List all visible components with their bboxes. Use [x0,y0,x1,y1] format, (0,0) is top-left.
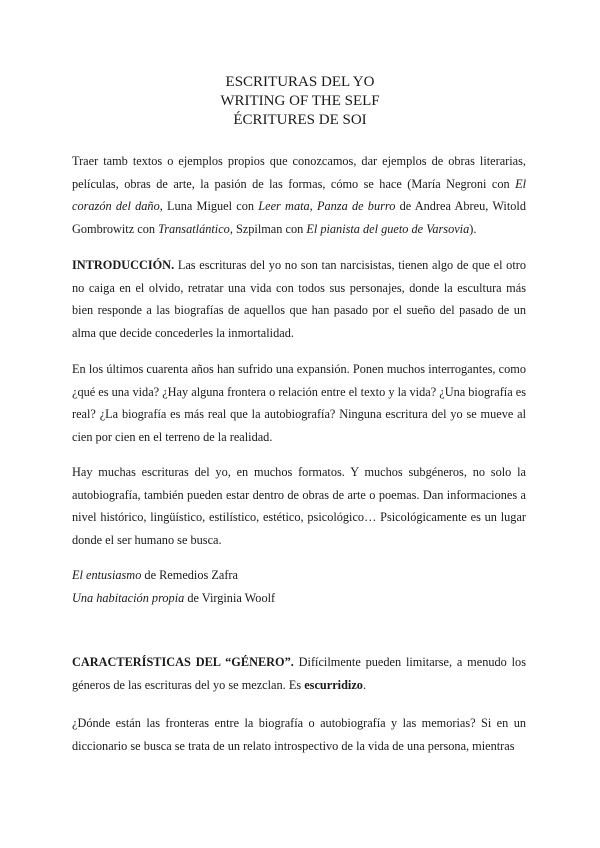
work-title: El pianista del gueto de Varsovia [306,221,470,236]
p1-text-i: , Szpilman con [229,221,307,236]
p1-text-c: , Luna Miguel con [159,199,259,213]
work-title: Transatlántico [158,221,230,236]
introduccion-paragraph [72,254,526,344]
title-english: WRITING OF THE SELF [220,93,380,109]
p1-text-k: ). [469,221,477,236]
reference-item [72,587,526,610]
p1-text-g: de Andrea Abreu, Witold Gombrowitz con [72,199,526,236]
work-title: Panza de burro [316,199,396,213]
work-title: Leer mata [258,199,310,213]
emphasis-word: escurridizo [304,677,363,692]
title-spanish: ESCRITURAS DEL YO [225,74,375,90]
work-title: El corazón del daño [72,176,526,213]
paragraph-body: Difícilmente pueden limitarse, a menudo los géneros de las escrituras del yo se mezclan. Es [72,655,526,692]
reference-item [72,564,526,587]
p1-text-e: , [309,199,317,213]
section-heading: CARACTERÍSTICAS DEL “GÉNERO”. [72,655,294,669]
references-list [72,564,526,609]
intro-examples-paragraph [72,150,526,240]
reference-title: El entusiasmo [72,568,142,582]
caracteristicas-paragraph [72,651,526,696]
reference-title: Una habitación propia [72,590,185,605]
p1-text-a: Traer tamb textos o ejemplos propios que conozcamos, dar ejemplos de obras literarias, películas, obras de arte, la pasión de las formas, cómo se hace (María Negroni con [72,154,526,191]
section-heading: INTRODUCCIÓN. [72,258,175,272]
formats-paragraph: Hay muchas escrituras del yo, en muchos formatos. Y muchos subgéneros, no solo la autobiografía, también pueden estar dentro de obras de arte o poemas. Dan informaciones a nivel histórico, lingüístico, estilístico, estético, psicológico… Psicológicamente es un lugar donde el ser humano se busca. [72,465,526,547]
paragraph-body: Las escrituras del yo no son tan narcisistas, tienen algo de que el otro no caiga en el olvido, retratar una vida con todos sus personajes, donde la escultura más bien responde a las biografías de aquellos que han pasado por el sueño del pasado de un alma que decide concederles la inmortalidad. [72,258,526,340]
reference-author: de Remedios Zafra [141,568,238,582]
reference-author: de Virginia Woolf [184,590,276,605]
fronteras-paragraph: ¿Dónde están las fronteras entre la biografía o autobiografía y las memorias? Si en un diccionario se busca se trata de un relato introspectivo de la vida de una persona, mientras [72,716,526,753]
title-french: ÉCRITURES DE SOI [233,112,367,128]
expansion-paragraph: En los últimos cuarenta años han sufrido una expansión. Ponen muchos interrogantes, como ¿qué es una vida? ¿Hay alguna frontera o relación entre el texto y la vida? ¿Una biografía es real? ¿La biografía es más real que la autobiografía? Ninguna escritura del yo se mueve al cien por cien en el terreno de la realidad. [72,362,526,444]
paragraph-end: . [362,677,367,692]
